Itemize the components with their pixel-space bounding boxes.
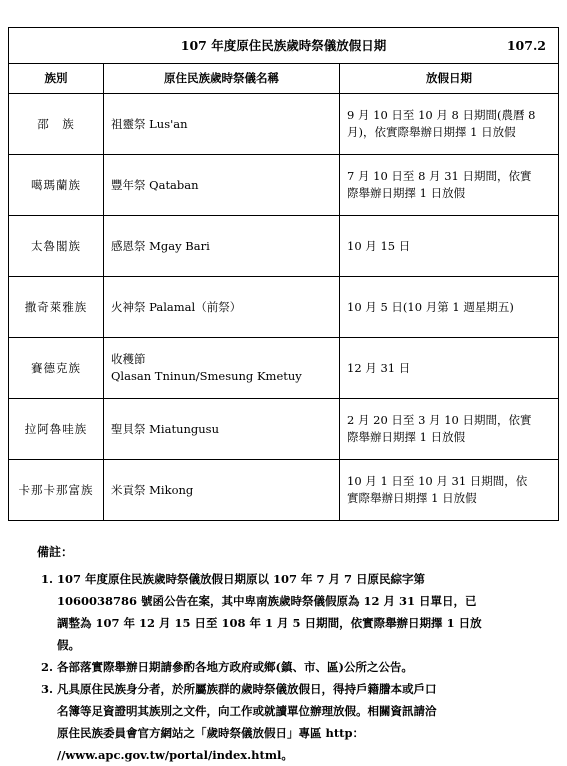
ceremony-name: 豐年祭 Qataban [111,177,199,192]
dates-cell [340,460,559,521]
ceremony-name: 祖靈祭 Lus'an [111,116,188,131]
dates-cell [340,277,559,338]
note-line: 原住民族委員會官方網站之「歲時祭儀放假日」專區 http： [57,726,365,740]
date-line: 10 月 1 日至 10 月 31 日期間，依 [347,474,528,488]
dates-cell [340,94,559,155]
table-row [9,399,559,460]
table-row [9,216,559,277]
table-row [9,155,559,216]
dates-cell [340,338,559,399]
notes-title: 備註： [37,545,74,559]
document [8,27,558,521]
note-line: 1060038786 號函公告在案，其中卑南族歲時祭儀假原為 12 月 31 日單日，已 [57,594,477,608]
note-line: 凡具原住民族身分者，於所屬族群的歲時祭儀放假日，得持戶籍謄本或戶口 [57,682,437,696]
note-item [37,656,537,678]
dates-cell [340,216,559,277]
ceremony-cell [104,155,340,216]
table-row [9,338,559,399]
date-line: 9 月 10 日至 10 月 8 日期間(農曆 8 [347,108,536,122]
tribe-cell: 太魯閣族 [9,216,104,277]
ceremony-cell [104,216,340,277]
column-header-dates: 放假日期 [340,64,559,94]
ceremony-name: 收穫節 [111,352,146,366]
ceremony-cell [104,460,340,521]
tribe-cell: 賽德克族 [9,338,104,399]
note-item [37,678,537,766]
note-item [37,568,537,656]
header-row [9,64,559,94]
table-row [9,277,559,338]
notes-section [37,543,537,766]
tribe-cell: 噶瑪蘭族 [9,155,104,216]
date-line: 10 月 15 日 [347,238,411,253]
note-text [57,678,537,766]
note-line: 調整為 107 年 12 月 15 日至 108 年 1 月 5 日期間，依實際舉辦日期擇 1 日放 [57,616,482,630]
table-row [9,460,559,521]
note-line: 各部落實際舉辦日期請參酌各地方政府或鄉(鎮、市、區)公所之公告。 [57,660,413,674]
ceremony-cell [104,277,340,338]
document-number: 107.2 [506,38,547,53]
ceremony-name: 聖貝祭 Miatungusu [111,421,219,436]
ceremony-name: 感恩祭 Mgay Bari [111,238,210,253]
document-title: 107 年度原住民族歲時祭儀放假日期 [180,38,387,53]
note-link[interactable]: //www.apc.gov.tw/portal/index.html。 [57,748,293,762]
tribe-cell: 撒奇萊雅族 [9,277,104,338]
ceremony-name: 米貢祭 Mikong [111,482,194,497]
note-line: 假。 [57,638,80,652]
ceremony-name-native: Qlasan Tninun/Smesung Kmetuy [111,369,302,383]
holiday-table [8,27,559,521]
tribe-cell: 卡那卡那富族 [9,460,104,521]
column-header-ceremony: 原住民族歲時祭儀名稱 [104,64,340,94]
note-number: 2. [41,660,54,674]
note-text [57,568,537,656]
date-line: 實際舉辦日期擇 1 日放假 [347,491,477,505]
dates-cell [340,399,559,460]
ceremony-cell [104,94,340,155]
ceremony-name: 火神祭 Palamal（前祭） [111,299,242,314]
date-line: 10 月 5 日(10 月第 1 週星期五) [347,299,514,314]
date-line: 2 月 20 日至 3 月 10 日期間，依實 [347,413,532,427]
note-line: 名簿等足資證明其族別之文件，向工作或就讀單位辦理放假。相關資訊請洽 [57,704,437,718]
tribe-cell: 拉阿魯哇族 [9,399,104,460]
date-line: 際舉辦日期擇 1 日放假 [347,430,466,444]
date-line: 際舉辦日期擇 1 日放假 [347,186,466,200]
note-line: 107 年度原住民族歲時祭儀放假日期原以 107 年 7 月 7 日原民綜字第 [57,572,426,586]
ceremony-cell [104,399,340,460]
date-line: 12 月 31 日 [347,360,411,375]
note-number: 1. [41,572,54,586]
note-number: 3. [41,682,54,696]
note-text [57,656,537,678]
ceremony-cell [104,338,340,399]
tribe-cell: 邵 族 [9,94,104,155]
column-header-tribe: 族別 [9,64,104,94]
dates-cell [340,155,559,216]
table-row [9,94,559,155]
title-row [9,28,559,64]
date-line: 月)，依實際舉辦日期擇 1 日放假 [347,125,516,139]
date-line: 7 月 10 日至 8 月 31 日期間，依實 [347,169,532,183]
